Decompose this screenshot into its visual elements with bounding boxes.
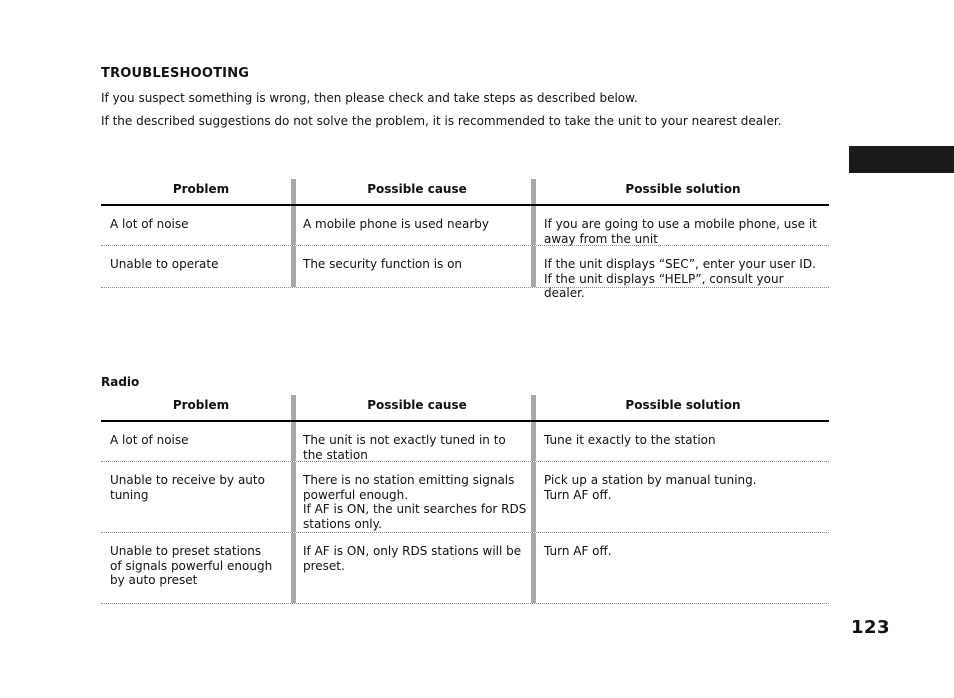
table-row [101, 206, 829, 246]
cell-line: Turn AF off. [544, 487, 612, 502]
cell-line: the station [303, 447, 368, 462]
cell-line: The security function is on [303, 257, 463, 271]
cell-line: If the unit displays “HELP”, consult your dealer. [544, 271, 784, 300]
header-problem: Problem [172, 182, 230, 196]
cell-line: A lot of noise [110, 433, 189, 447]
cell-line: Unable to preset stations [110, 544, 262, 558]
page-heading: TROUBLESHOOTING [101, 66, 250, 81]
cell-line: There is no station emitting signals [303, 473, 515, 487]
table-header [101, 395, 829, 422]
section-title-radio: Radio [101, 375, 140, 389]
problem-cell [110, 257, 280, 272]
cell-line: If the unit displays “SEC”, enter your user ID. [544, 257, 816, 271]
table-header [101, 179, 829, 206]
solution-cell [544, 544, 826, 559]
problem-cell [110, 544, 280, 588]
problem-cell [110, 433, 280, 448]
column-separator [291, 422, 296, 461]
header-possible-solution: Possible solution [625, 182, 741, 196]
cause-cell [303, 544, 533, 573]
cell-line: of signals powerful enough [110, 558, 273, 573]
cell-line: away from the unit [544, 231, 658, 246]
table-row [101, 422, 829, 462]
column-separator [291, 462, 296, 532]
cause-cell [303, 473, 533, 531]
cell-line: If you are going to use a mobile phone, use it [544, 217, 817, 231]
header-problem: Problem [172, 398, 230, 412]
cell-line: by auto preset [110, 573, 198, 587]
cell-line: If AF is ON, only RDS stations will be [303, 544, 522, 558]
problem-cell [110, 473, 280, 502]
header-possible-solution: Possible solution [625, 398, 741, 412]
cell-line: preset. [303, 558, 345, 573]
solution-cell [544, 433, 826, 448]
cause-cell [303, 433, 533, 462]
intro-paragraph-2: If the described suggestions do not solve the problem, it is recommended to take the unit to your nearest dealer. [101, 114, 782, 128]
cell-line: A lot of noise [110, 217, 189, 231]
cell-line: Unable to operate [110, 257, 219, 271]
cell-line: If AF is ON, the unit searches for RDS [303, 502, 527, 516]
cell-line: powerful enough. [303, 487, 409, 502]
table-row [101, 246, 829, 300]
header-possible-cause: Possible cause [367, 398, 467, 412]
column-separator [291, 206, 296, 245]
intro-paragraph-1: If you suspect something is wrong, then please check and take steps as described below. [101, 91, 638, 105]
cell-line: Pick up a station by manual tuning. [544, 473, 757, 487]
cause-cell [303, 217, 533, 232]
page-number: 123 [851, 617, 891, 638]
cell-line: The unit is not exactly tuned in to [303, 433, 506, 447]
column-separator [291, 246, 296, 287]
chapter-tab-marker [849, 146, 954, 173]
cell-line: A mobile phone is used nearby [303, 217, 489, 231]
cell-line: Unable to receive by auto [110, 473, 265, 487]
cell-line: tuning [110, 487, 149, 502]
problem-cell [110, 217, 280, 232]
table-row [101, 462, 829, 533]
cause-cell [303, 257, 533, 272]
header-possible-cause: Possible cause [367, 182, 467, 196]
cell-line: stations only. [303, 516, 382, 531]
radio-troubleshooting-table [101, 395, 829, 604]
solution-cell [544, 217, 826, 246]
troubleshooting-table [101, 179, 829, 300]
cell-line: Turn AF off. [544, 544, 612, 558]
cell-line: Tune it exactly to the station [544, 433, 716, 447]
solution-cell [544, 257, 826, 301]
solution-cell [544, 473, 826, 502]
column-separator [291, 533, 296, 603]
table-row [101, 533, 829, 604]
